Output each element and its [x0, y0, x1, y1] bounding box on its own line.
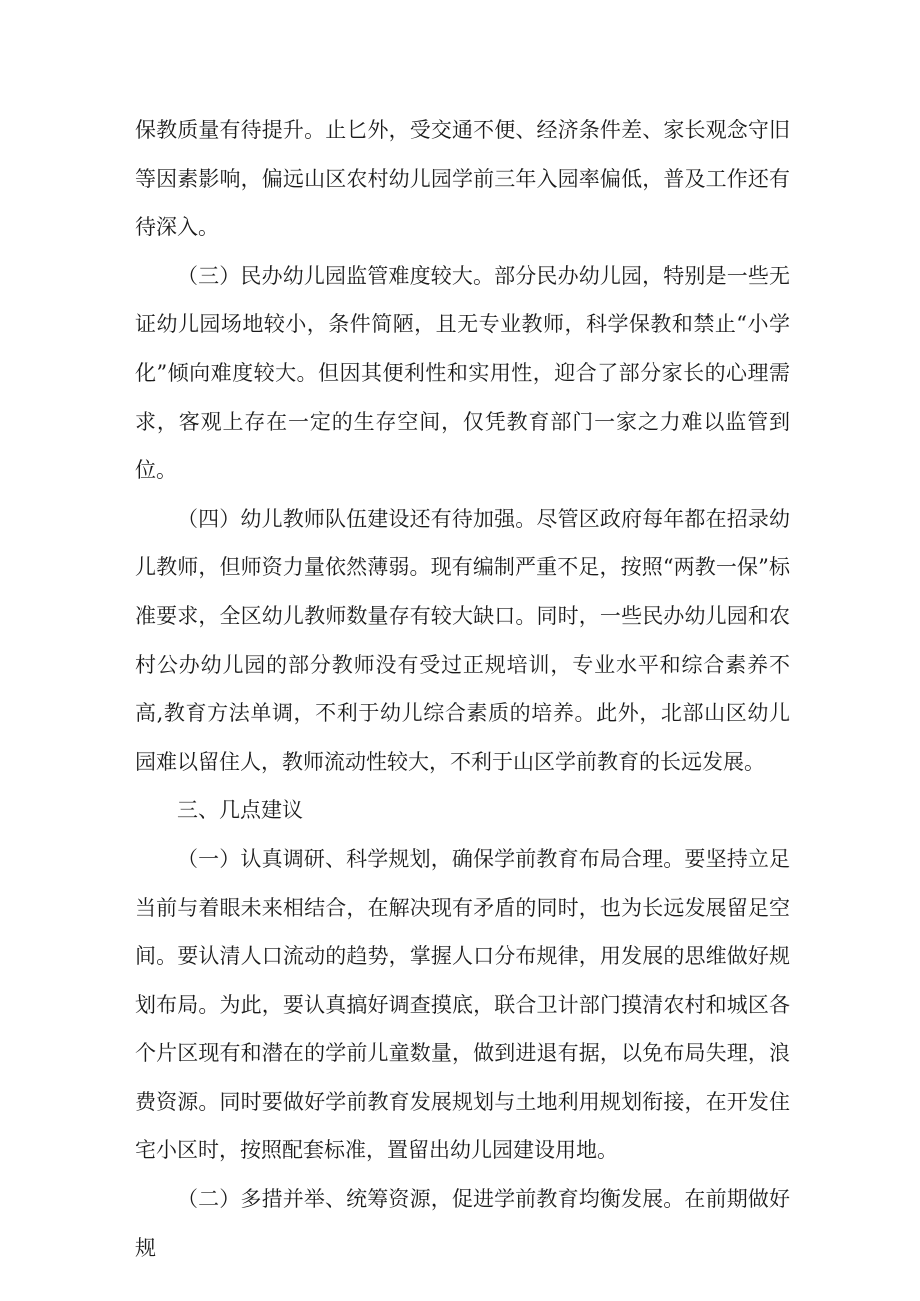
paragraph-private-kindergarten-supervision: （三）民办幼儿园监管难度较大。部分民办幼儿园，特别是一些无证幼儿园场地较小，条件简陋，且无专业教师，科学保教和禁止“小学化”倾向难度较大。但因其便利性和实用性，迎合了部分家长的心理需求，客观上存在一定的生存空间，仅凭教育部门一家之力难以监管到位。 — [135, 263, 790, 483]
document-body — [135, 106, 790, 1272]
paragraph-research-planning: （一）认真调研、科学规划，确保学前教育布局合理。要坚持立足当前与着眼未来相结合，在解决现有矛盾的同时，也为长远发展留足空间。要认清人口流动的趋势，掌握人口分布规律，用发展的思维做好规划布局。为此，要认真搞好调查摸底，联合卫计部门摸清农村和城区各个片区现有和潜在的学前儿童数量，做到进退有据，以免布局失理，浪费资源。同时要做好学前教育发展规划与土地利用规划衔接，在开发住宅小区时，按照配套标准，置留出幼儿园建设用地。 — [135, 846, 790, 1163]
paragraph-balanced-development: （二）多措并举、统筹资源，促进学前教育均衡发展。在前期做好规 — [135, 1187, 790, 1260]
paragraph-teacher-team: （四）幼儿教师队伍建设还有待加强。尽管区政府每年都在招录幼儿教师，但师资力量依然薄弱。现有编制严重不足，按照“两教一保”标准要求，全区幼儿教师数量存有较大缺口。同时，一些民办幼儿园和农村公办幼儿园的部分教师没有受过正规培训，专业水平和综合素养不高,教育方法单调，不利于幼儿综合素质的培养。此外，北部山区幼儿园难以留住人，教师流动性较大，不利于山区学前教育的长远发展。 — [135, 506, 790, 774]
section-heading-suggestions: 三、几点建议 — [177, 798, 303, 823]
paragraph-quality-continued: 保教质量有待提升。止匕外，受交通不便、经济条件差、家长观念守旧等因素影响，偏远山区农村幼儿园学前三年入园率偏低，普及工作还有待深入。 — [135, 118, 790, 240]
